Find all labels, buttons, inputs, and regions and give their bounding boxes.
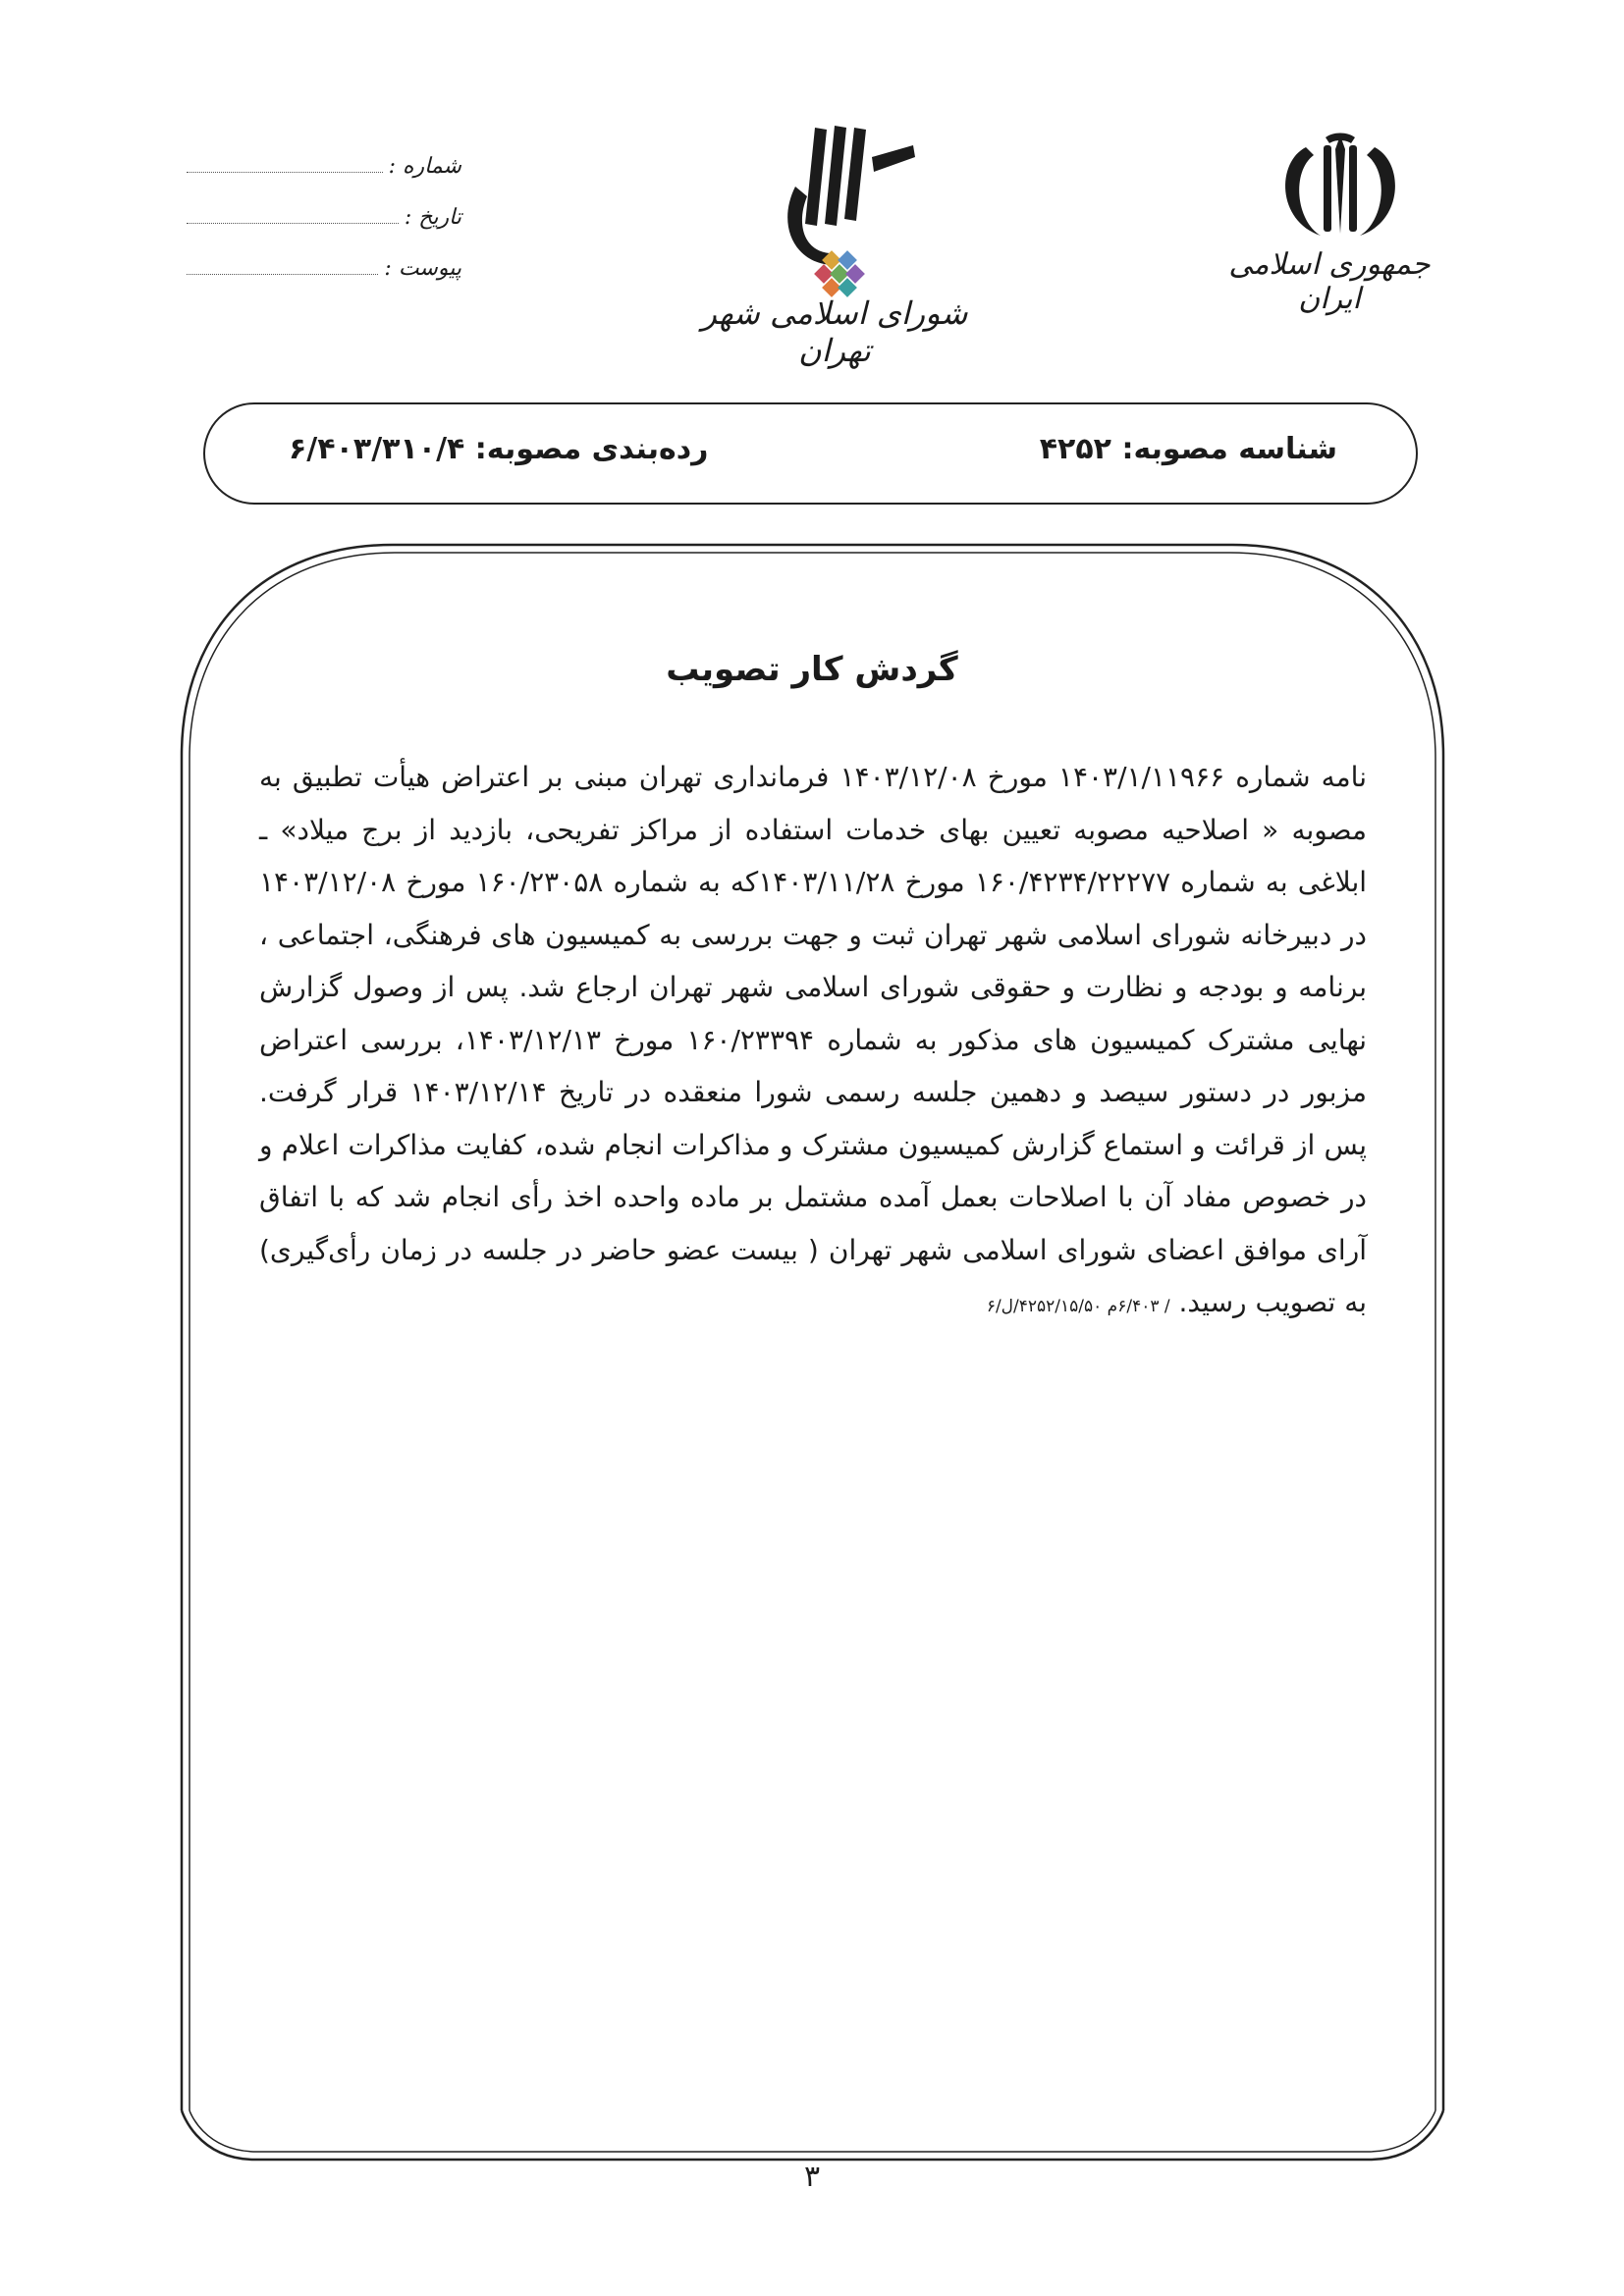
reference-code: / ۶/۴۰۳م ۴۲۵۲/۱۵/۵۰/ل/۶ (986, 1297, 1170, 1316)
date-label: تاریخ : (404, 205, 461, 230)
resolution-classification: رده‌بندی مصوبه: ۶/۴۰۳/۳۱۰/۴ (289, 432, 709, 466)
council-name: شورای اسلامی شهر تهران (701, 294, 968, 369)
attachment-label: پیوست : (384, 256, 461, 281)
number-label: شماره : (388, 154, 461, 179)
approval-process-text (259, 751, 1367, 1334)
country-name: جمهوری اسلامی ایران (1228, 247, 1431, 316)
body-paragraph: نامه شماره ۱۴۰۳/۱/۱۱۹۶۶ مورخ ۱۴۰۳/۱۲/۰۸ فرمانداری تهران مبنی بر اعتراض هیأت تطبیق به مصوبه « اصلاحیه مصوبه تعیین بهای خدمات استفاده از مراکز تفریحی، بازدید از برج میلاد» ـ ابلاغی به شماره ۱۶۰/۴۲۳۴/۲۲۲۷۷ مورخ ۱۴۰۳/۱۱/۲۸که به شماره ۱۶۰/۲۳۰۵۸ مورخ ۱۴۰۳/۱۲/۰۸ در دبیرخانه شورای اسلامی شهر تهران ثبت و جهت بررسی به کمیسیون های فرهنگی، اجتماعی ، برنامه و بودجه و نظارت و حقوقی شورای اسلامی شهر تهران ارجاع شد. پس از وصول گزارش نهایی مشترک کمیسیون های مذکور به شماره ۱۶۰/۲۳۳۹۴ مورخ ۱۴۰۳/۱۲/۱۳، بررسی اعتراض مزبور در دستور سیصد و دهمین جلسه رسمی شورا منعقده در تاریخ ۱۴۰۳/۱۲/۱۴ قرار گرفت. پس از قرائت و استماع گزارش کمیسیون مشترک و مذاکرات انجام شده، کفایت مذاکرات اعلام و در خصوص مفاد آن با اصلاحات بعمل آمده مشتمل بر ماده واحده اخذ رأی انجام شد که با اتفاق آرای موافق اعضای شورای اسلامی شهر تهران ( بیست عضو حاضر در جلسه در زمان رأی‌گیری) به تصویب رسید. (259, 761, 1368, 1318)
resolution-id: شناسه مصوبه: ۴۲۵۲ (1039, 432, 1337, 466)
section-heading: گردش کار تصویب (666, 650, 958, 689)
page-number: ۳ (803, 2160, 821, 2194)
